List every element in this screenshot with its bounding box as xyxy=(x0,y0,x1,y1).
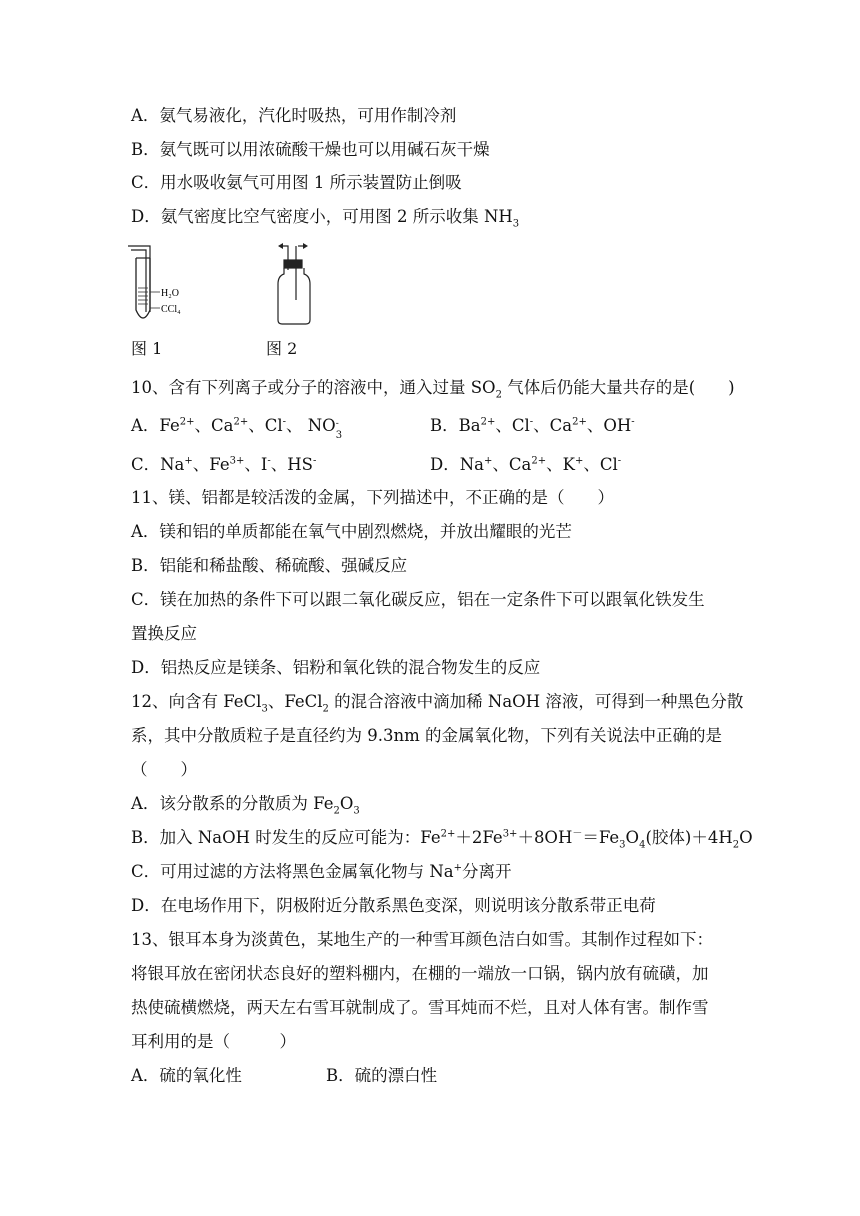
q13-stem-line4: 耳利用的是（ ） xyxy=(131,1032,296,1051)
q10-option-b: B．$Ba^{2+}$、Cl-、$Ca^{2+}$、OH- xyxy=(430,416,635,435)
q12-option-d: D．在电场作用下，阴极附近分散系黑色变深，则说明该分散系带正电荷 xyxy=(131,896,656,915)
q11-option-c-line1: C．镁在加热的条件下可以跟二氧化碳反应，铝在一定条件下可以跟氧化铁发生 xyxy=(131,590,705,609)
q10-option-c: C．Na+、$Fe^{3+}$、I-、HS- xyxy=(131,455,317,474)
figure-2-gas-bottle xyxy=(266,240,326,328)
figure-1-caption: 图 1 xyxy=(131,339,163,358)
fig1-label-h2o: H₂O xyxy=(161,288,179,299)
q11-option-b: B．铝能和稀盐酸、稀硫酸、强碱反应 xyxy=(131,556,408,575)
q9-option-c: C．用水吸收氨气可用图 1 所示装置防止倒吸 xyxy=(131,173,462,192)
q13-stem-line2: 将银耳放在密闭状态良好的塑料棚内，在棚的一端放一口锅，锅内放有硫磺，加 xyxy=(131,964,709,983)
q13-option-b: B．硫的漂白性 xyxy=(326,1066,438,1085)
q11-option-c-line2: 置换反应 xyxy=(131,624,197,643)
q12-stem-line2: 系，其中分散质粒子是直径约为 9.3nm 的金属氧化物，下列有关说法中正确的是 xyxy=(131,726,723,745)
q12-stem-line1: 12、向含有 FeCl$_3$、FeCl$_2$ 的混合溶液中滴加稀 NaOH 溶液，可得到一种黑色分散 xyxy=(131,692,744,715)
q13-option-a: A．硫的氧化性 xyxy=(131,1066,242,1085)
figure-2-caption: 图 2 xyxy=(266,339,298,358)
q10-stem xyxy=(131,378,735,401)
q11-stem: 11、镁、铝都是较活泼的金属，下列描述中，不正确的是（ ） xyxy=(131,488,614,507)
q9-option-d-text: D．氨气密度比空气密度小，可用图 2 所示收集 NH xyxy=(131,207,513,226)
q12-stem-line3: （ ） xyxy=(131,760,197,779)
q11-option-d: D．铝热反应是镁条、铝粉和氧化铁的混合物发生的反应 xyxy=(131,658,541,677)
q13-stem-line3: 热使硫横燃烧，两天左右雪耳就制成了。雪耳炖而不烂，且对人体有害。制作雪 xyxy=(131,998,709,1017)
q9-option-d xyxy=(131,207,520,230)
q10-stem-sub: 2 xyxy=(495,389,502,401)
q11-option-a: A．镁和铝的单质都能在氧气中剧烈燃烧，并放出耀眼的光芒 xyxy=(131,522,572,541)
q12-option-b: B．加入 NaOH 时发生的反应可能为：$Fe^{2+}+2Fe^{3+}+8OH^-=Fe_3O_4$(胶体)$+4H_2O$ xyxy=(131,828,753,851)
q10-stem-suffix: 气体后仍能大量共存的是( ) xyxy=(501,378,735,397)
q12-option-a: A．该分散系的分散质为 $Fe_2O_3$ xyxy=(131,794,360,817)
q10-option-a: A．$Fe^{2+}$、$Ca^{2+}$、Cl-、 NO - 3 xyxy=(131,416,343,441)
fig1-label-ccl4: CCl₄ xyxy=(161,304,181,315)
q12-option-c: C．可用过滤的方法将黑色金属氧化物与 Na+分离开 xyxy=(131,862,512,881)
q10-stem-text: 10、含有下列离子或分子的溶液中，通入过量 SO xyxy=(131,378,496,397)
q9-option-d-sub: 3 xyxy=(512,218,520,230)
q9-option-a: A．氨气易液化，汽化时吸热，可用作制冷剂 xyxy=(131,106,457,125)
q13-stem-line1: 13、银耳本身为淡黄色，某地生产的一种雪耳颜色洁白如雪。其制作过程如下： xyxy=(131,930,713,949)
q9-option-b: B．氨气既可以用浓硫酸干燥也可以用碱石灰干燥 xyxy=(131,140,490,159)
q10-option-d: D．Na+、$Ca^{2+}$、K+、Cl- xyxy=(430,455,622,474)
figure-1-test-tube xyxy=(126,240,196,330)
